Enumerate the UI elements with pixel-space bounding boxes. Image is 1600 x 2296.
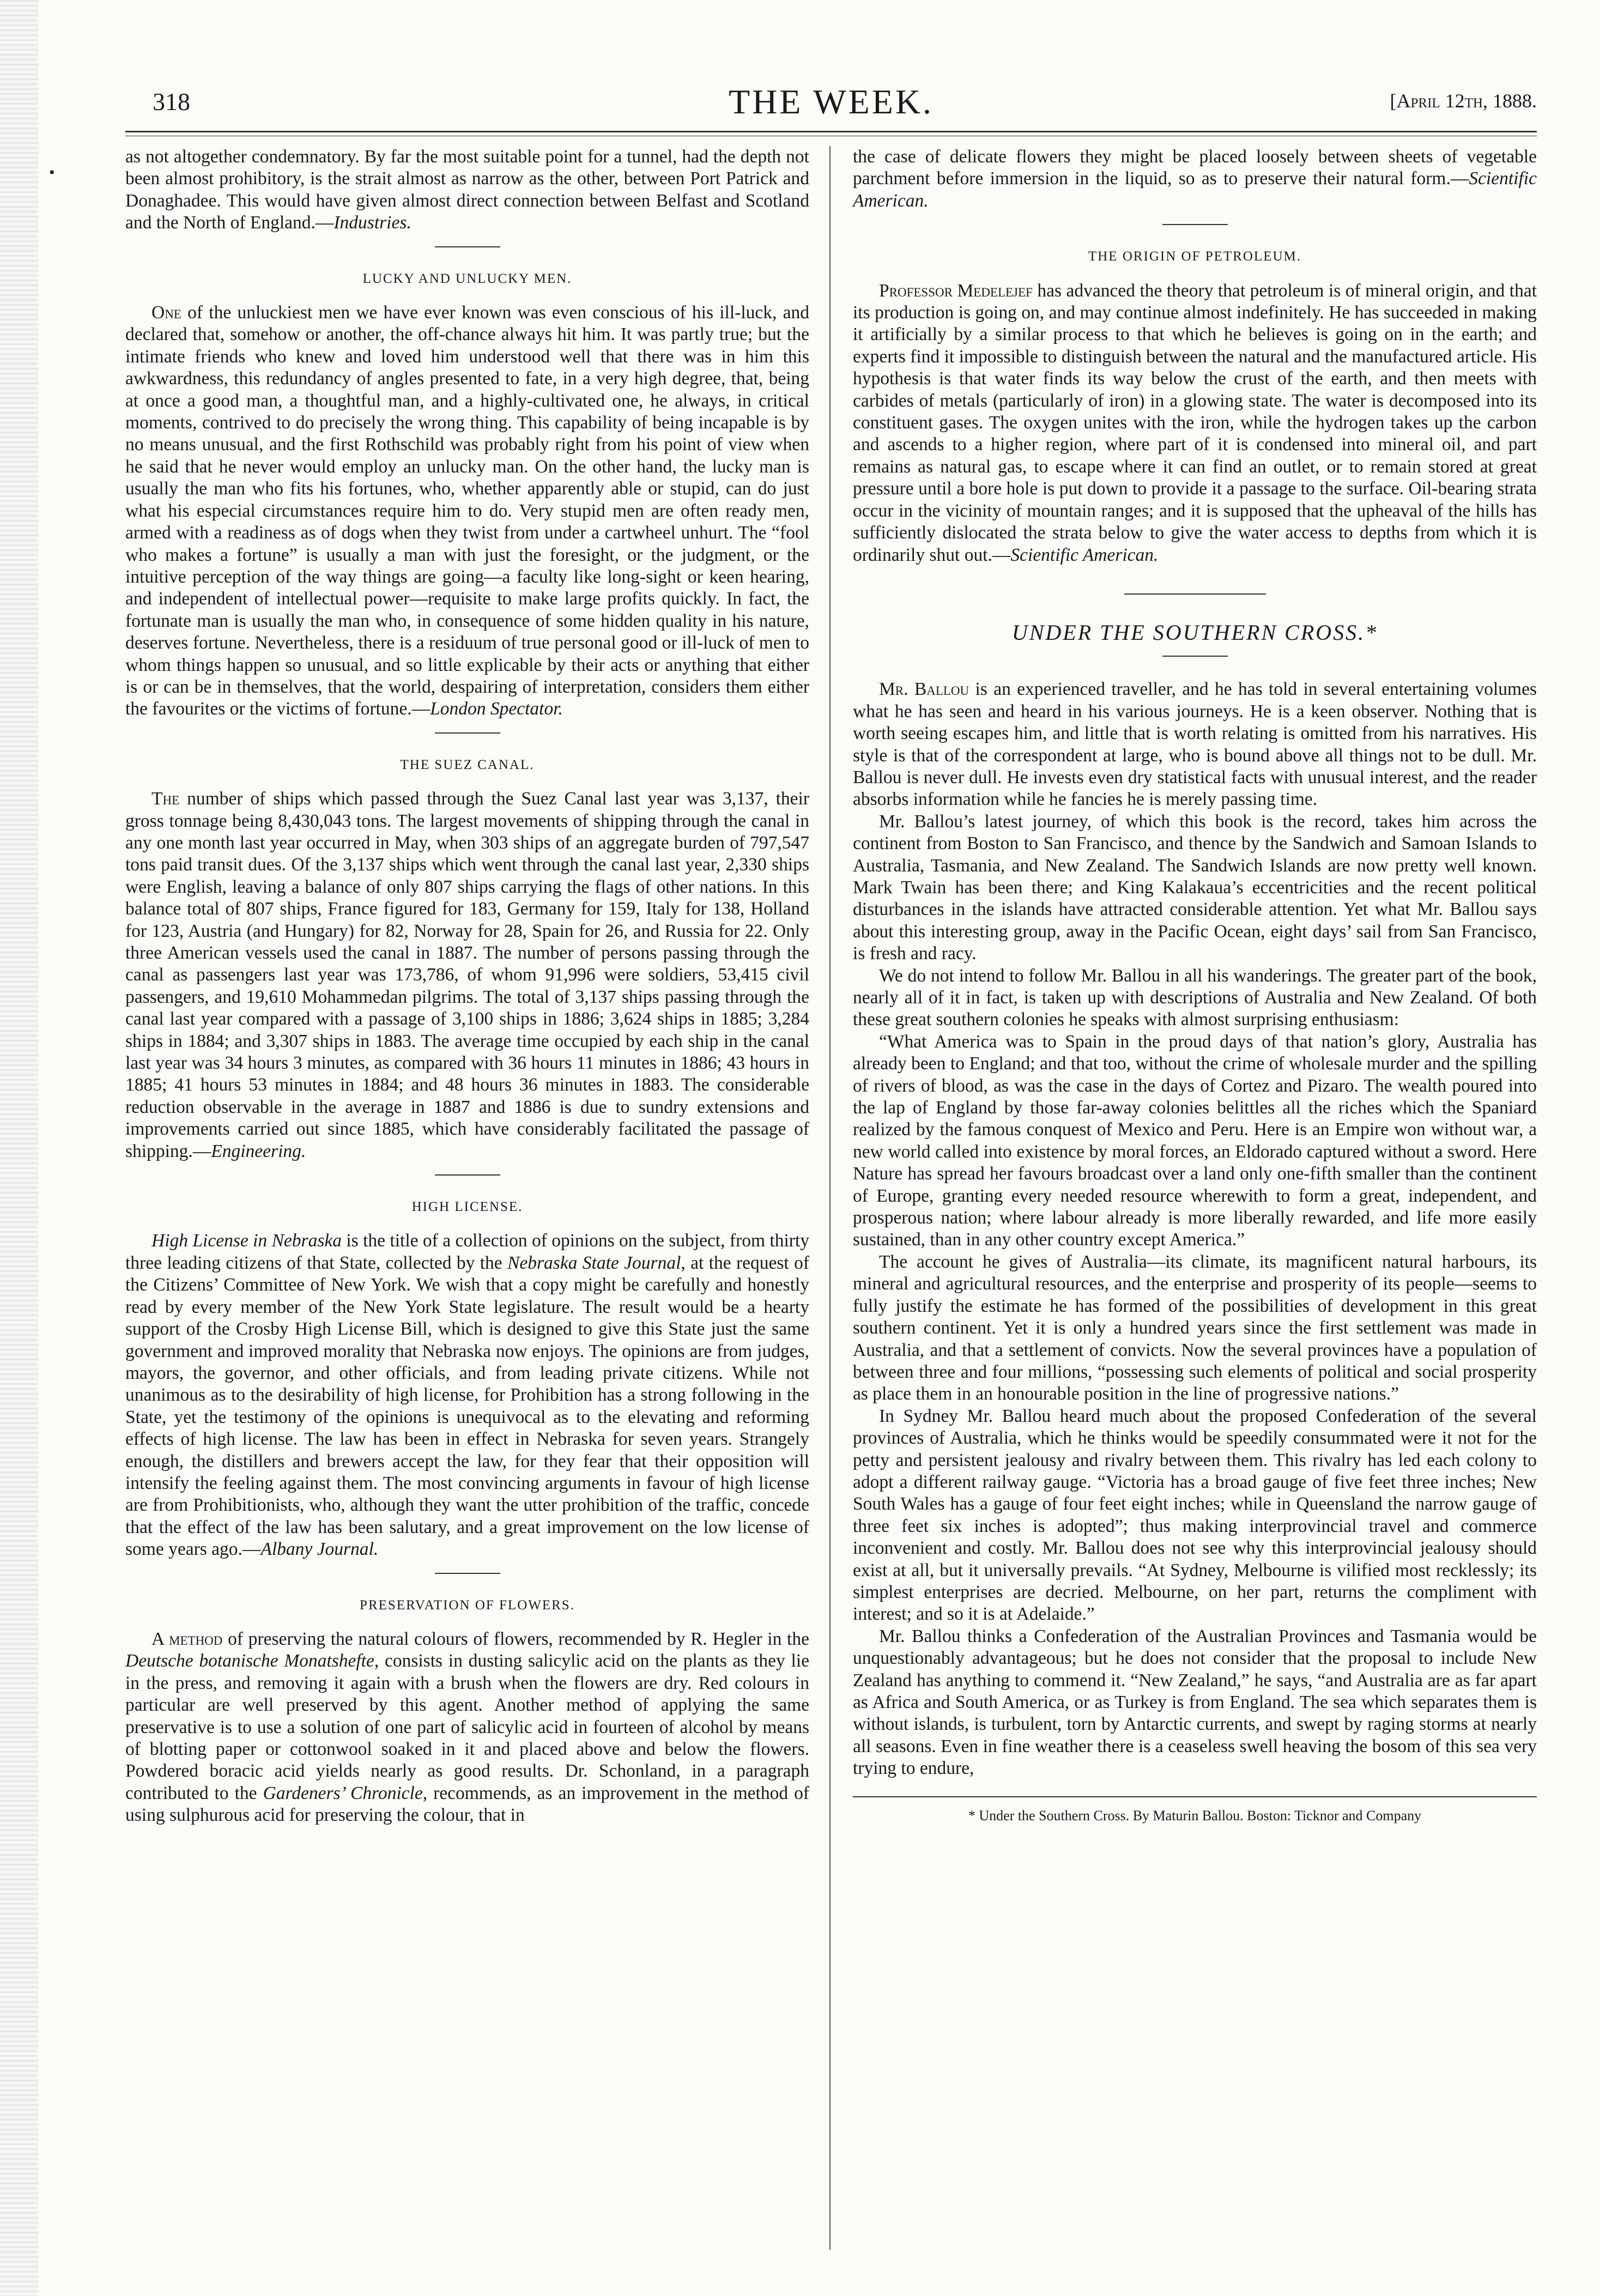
section-rule <box>1124 593 1266 595</box>
suez-canal-article: The number of ships which passed through the Suez Canal last year was 3,137, their gross tonnage being 8,430,043 tons. The largest movements of shipping through the canal in any one month last year occurred in May, when 303 ships of an aggregate burden of 797,547 tons paid transit dues. Of the 3,137 ships which went through the canal last year, 2,330 ships were English, leaving a balance of only 807 ships carrying the flags of other nations. In this balance total of 807 ships, France figured for 183, Germany for 159, Italy for 138, Holland for 123, Austria (and Hungary) for 82, Norway for 28, Spain for 26, and Russia for 22. Only three American vessels used the canal in 1887. The number of persons passing through the canal as passengers last year was 173,786, of whom 91,996 were soldiers, 53,415 civil passengers, and 19,610 Mohammedan pilgrims. The total of 3,137 ships passing through the canal last year compared with a passage of 3,100 ships in 1886; 3,624 ships in 1885; 3,284 ships in 1884; and 3,307 ships in 1883. The average time occupied by each ship in the canal last year was 34 hours 3 minutes, as compared with 36 hours 11 minutes in 1886; 43 hours in 1885; 41 hours 53 minutes in 1884; and 48 hours 36 minutes in 1883. The considerable reduction observable in the average in 1887 and 1886 is due to sundry extensions and improvements carried out since 1885, which have considerably facilitated the passage of shipping.—Engineering. <box>125 789 809 1161</box>
heading-lucky-men: LUCKY AND UNLUCKY MEN. <box>362 271 572 286</box>
page-number: 318 <box>153 88 190 116</box>
flowers-article-cont: the case of delicate flowers they might be placed loosely between sheets of vegetable parchment before immersion in the liquid, so as to preserve their natural form.—Scientific American. <box>853 147 1537 211</box>
section-rule <box>435 246 500 247</box>
section-rule <box>435 1174 500 1176</box>
review-paragraph: Mr. Ballou’s latest journey, of which this book is the record, takes him across the continent from Boston to San Francisco, and thence by the Sandwich and Samoan Islands to Australia, Tasmania, and New Zealand. The Sandwich Islands are now pretty well known. Mark Twain has been there; and King Kalakaua’s eccentricities and the recent political disturbances in the islands have attracted considerable attention. Yet what Mr. Ballou says about this interesting group, away in the Pacific Ocean, eight days’ sail from San Francisco, is fresh and racy. <box>853 811 1537 964</box>
heading-origin-petroleum: THE ORIGIN OF PETROLEUM. <box>1088 249 1302 264</box>
tunnel-article-end: as not altogether condemnatory. By far the most suitable point for a tunnel, had the depth not been almost prohibitory, is the strait almost as narrow as the other, between Port Patrick and Donaghadee. This would have given almost direct connection between Belfast and Scotland and the North of England.—Industries. <box>125 147 809 233</box>
masthead <box>125 82 1537 131</box>
margin-mark: • <box>49 163 55 181</box>
review-paragraph: The account he gives of Australia—its climate, its magnificent natural harbours, its mineral and agricultural resources, and the enterprise and prosperity of its people—seems to fully justify the estimate he has formed of the possibilities of development in this great southern continent. Yet it is only a hundred years since the first settlement was made in Australia, and that a settlement of convicts. Now the several provinces have a population of between three and four millions, “possessing such elements of political and social prosperity as place them in an honourable position in the line of progressive nations.” <box>853 1251 1537 1404</box>
review-paragraph: We do not intend to follow Mr. Ballou in all his wanderings. The greater part of the book, nearly all of it in fact, is taken up with descriptions of Australia and New Zealand. Of both these great southern colonies he speaks with almost surprising enthusiasm: <box>853 965 1537 1030</box>
review-quote: “What America was to Spain in the proud days of that nation’s glory, Australia has already been to England; and that too, without the crime of wholesale murder and the spilling of rivers of blood, as was the case in the days of Cortez and Pizaro. The wealth poured into the lap of England by those far-away colonies belittles all the riches which the Spaniard realized by the famous conquest of Mexico and Peru. Here is an Empire won without war, a new world called into existence by moral forces, an Eldorado captured without a sword. Here Nature has spread her favours broadcast over a land only one-fifth smaller than the continent of Europe, granting every needed resource wherewith to form a great, independent, and prosperous nation; where labour already is more liberally rewarded, and life more easily sustained, than in any other country except America.” <box>853 1031 1537 1250</box>
footnote-rule <box>853 1796 1537 1797</box>
review-paragraph: Mr. Ballou thinks a Confederation of the Australian Provinces and Tasmania would be unquestionably advantageous; but he does not consider that the proposal to include New Zealand has anything to commend it. “New Zealand,” he says, “and Australia are as far apart as Africa and South America, or as Turkey is from England. The sea which separates them is without islands, is turbulent, torn by Antarctic currents, and swept by raging storms at nearly all seasons. Even in fine weather there is a ceaseless swell heaving the bosom of this sea very trying to endure, <box>853 1626 1537 1779</box>
section-rule <box>1162 656 1228 657</box>
heading-preservation-flowers: PRESERVATION OF FLOWERS. <box>360 1597 575 1613</box>
heading-southern-cross: UNDER THE SOUTHERN CROSS.* <box>1011 620 1378 645</box>
masthead-rule <box>125 131 1537 136</box>
section-rule <box>435 1573 500 1574</box>
section-rule <box>435 732 500 734</box>
heading-suez-canal: THE SUEZ CANAL. <box>400 757 535 772</box>
right-column <box>853 146 1537 1827</box>
flowers-article: A method of preserving the natural colours of flowers, recommended by R. Hegler in the Deutsche botanische Monatshefte, consists in dusting salicylic acid on the plants as they lie in the press, and removing it again with a brush when the flowers are dry. Red colours in particular are well preserved by this agent. Another method of applying the same preservative is to use a solution of one part of salicylic acid in fourteen of alcohol by means of blotting paper or cottonwool soaked in it and placed above and below the flowers. Powdered boracic acid yields nearly as good results. Dr. Schonland, in a paragraph contributed to the Gardeners’ Chronicle, recommends, as an improvement in the method of using sulphurous acid for preserving the colour, that in <box>125 1628 810 1826</box>
lucky-men-article: One of the unluckiest men we have ever known was even conscious of his ill-luck, and declared that, somehow or another, the off-chance always hit him. It was partly true; but the intimate friends who knew and loved him understood well that there was in him this awkwardness, this redundancy of angles presented to fate, in a very high degree, that, being at once a good man, a thoughtful man, and a highly-cultivated one, he always, in critical moments, contrived to do precisely the wrong thing. This capability of being incapable is by no means unusual, and the first Rothschild was probably right from his point of view when he said that he never would employ an unlucky man. On the other hand, the lucky man is usually the man who fits his fortunes, who, whether apparently able or stupid, can do just what his especial circumstances require him to do. Very stupid men are often ready men, armed with a readiness as of dogs when they twist from under a cartwheel unhurt. The “fool who makes a fortune” is usually a man with just the foresight, or the judgment, or the intuitive perception of the way things are going—a faculty like long-sight or keen hearing, and independent of intellectual power—requisite to make large profits quickly. In fact, the fortunate man is usually the man who, in consequence of some hidden quality in his nature, deserves fortune. Nevertheless, there is a residuum of true personal good or ill-luck of men to whom things happen so unusual, and so little explicable by their acts or anything that either is or can be in themselves, that the world, despairing of interpretation, considers them either the favourites or the victims of fortune.—London Spectator. <box>125 302 810 719</box>
publication-title: THE WEEK. <box>728 82 934 121</box>
newspaper-page <box>125 82 1537 1827</box>
columns <box>125 146 1537 1827</box>
column-divider <box>829 146 831 2250</box>
footnote: * Under the Southern Cross. By Maturin Ballou. Boston: Ticknor and Company <box>968 1807 1422 1824</box>
high-license-article: High License in Nebraska is the title of a collection of opinions on the subject, from thirty three leading citizens of that State, collected by the Nebraska State Journal, at the request of the Citizens’ Committee of New York. We wish that a copy might be carefully and honestly read by every member of the New York State legislature. The result would be a hearty support of the Crosby High License Bill, which is designed to give this State just the same government and improved morality that Nebraska now enjoys. The opinions are from judges, mayors, the governor, and other officials, and from leading private citizens. While not unanimous as to the desirability of high license, for Prohibition has a strong following in the State, yet the testimony of the opinions is unequivocal as to the elevating and reforming effects of high license. The law has been in effect in Nebraska for seven years. Strangely enough, the distillers and brewers accept the law, for they fear that their opposition will intensify the feeling against them. The most convincing arguments in favour of high license are from Prohibitionists, who, although they want the utter prohibition of the traffic, concede that the effect of the law has been salutary, and a great improvement on the low license of some years ago.—Albany Journal. <box>125 1231 809 1560</box>
scan-binding-edge <box>0 0 38 2296</box>
heading-high-license: HIGH LICENSE. <box>411 1200 523 1215</box>
section-rule <box>1162 224 1228 225</box>
petroleum-article: Professor Medelejef has advanced the theory that petroleum is of mineral origin, and that its production is going on, and may continue almost indefinitely. He has succeeded in making it artificially by a similar process to that which he believes is going on in the earth; and experts find it impossible to distinguish between the natural and the manufactured article. His hypothesis is that water finds its way below the crust of the earth, and then meets with carbides of metals (particularly of iron) in a glowing state. The water is decomposed into its constituent gases. The oxygen unites with the iron, while the hydrogen takes up the carbon and ascends to a higher region, where part of it is condensed into mineral oil, and part remains as natural gas, to escape where it can find an outlet, or to remain stored at great pressure until a bore hole is put down to provide it a passage to the surface. Oil-bearing strata occur in the vicinity of mountain ranges; and it is supposed that the upheaval of the hills has sufficiently dislocated the strata below to give the water access to depths from which it is ordinarily shut out.—Scientific American. <box>853 280 1537 565</box>
left-column <box>125 146 809 1827</box>
review-paragraph: In Sydney Mr. Ballou heard much about the proposed Confederation of the several provinces of Australia, which he thinks would be speedily consummated were it not for the petty and persistent jealousy and rivalry between them. This rivalry has led each colony to adopt a different railway gauge. “Victoria has a broad gauge of five feet three inches; New South Wales has a gauge of four feet eight inches; while in Queensland the narrow gauge of three feet six inches is adopted”; thus making interprovincial travel and commerce inconvenient and costly. Mr. Ballou does not see why this interprovincial jealousy should exist at all, but it universally prevails. “At Sydney, Melbourne is vilified most recklessly; its simplest enterprises are decried. Melbourne, on her part, returns the compliment with interest; and so it is at Adelaide.” <box>853 1406 1537 1625</box>
review-paragraph: Mr. Ballou is an experienced traveller, and he has told in several entertaining volumes what he has seen and heard in his various journeys. He is a keen observer. Nothing that is worth seeing escapes him, and little that is worth relating is omitted from his narratives. His style is that of the correspondent at large, who is bound above all things not to be dull. Mr. Ballou is never dull. He invests even dry statistical facts with unusual interest, and the reader absorbs information while he fancies he is merely passing time. <box>853 679 1537 810</box>
issue-date: [April 12th, 1888. <box>1390 90 1537 112</box>
